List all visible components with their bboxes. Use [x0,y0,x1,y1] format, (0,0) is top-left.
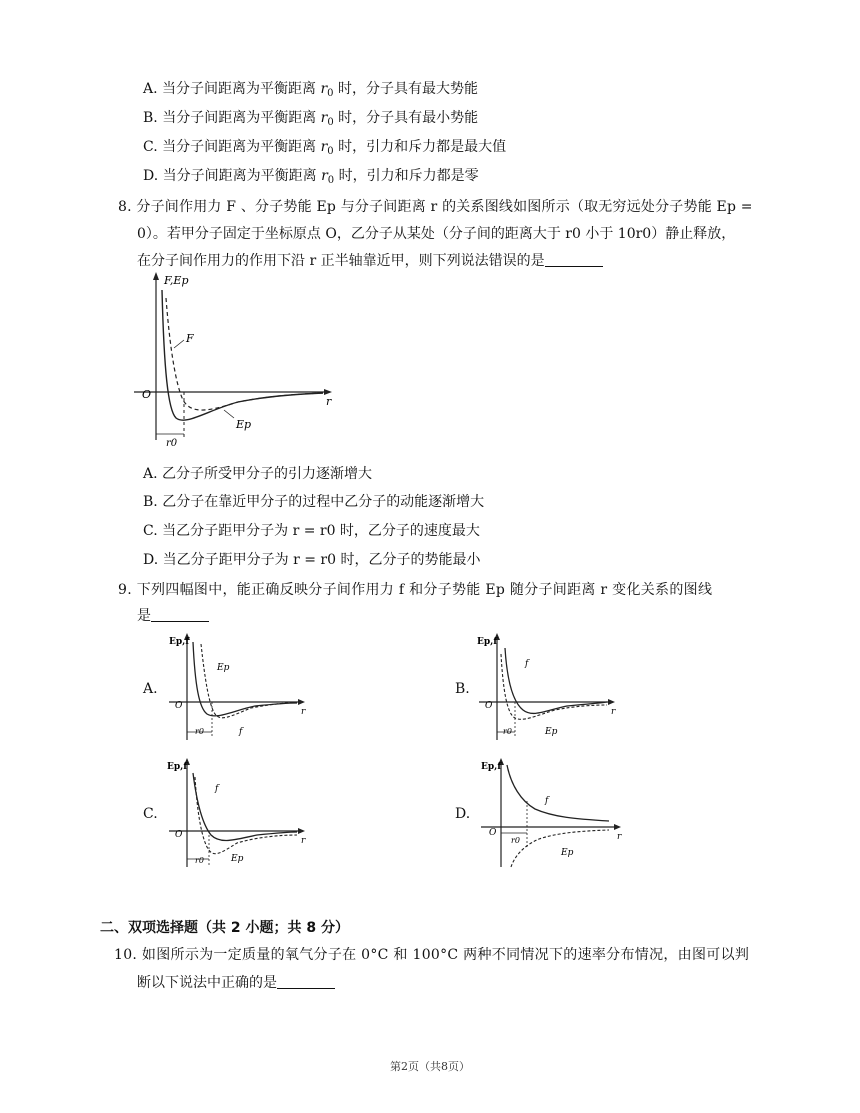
q9d-f-curve [507,765,609,821]
q9c-r0-label: r0 [195,856,204,865]
q9d-ep-curve [511,830,609,867]
q9-label-a: A. [143,681,158,697]
q9d-ep-label: Ep [561,848,574,858]
q8-stem-line2: 0）。若甲分子固定于坐标原点 O，乙分子从某处（分子间的距离大于 r0 小于 10r0）静止释放， [137,226,736,242]
q7-option-d: D. 当分子间距离为平衡距离 $r_0$ 时，引力和斥力都是零 [143,168,479,186]
y-axis-arrow [153,272,159,280]
q9b-f-curve [505,648,607,713]
q9a-f-curve [193,642,297,716]
q8-r0-label: r0 [166,438,178,449]
q9d-f-label: f [545,796,549,806]
page-footer: 第2页（共8页） [390,1060,470,1073]
q9-label-d: D. [455,806,471,822]
q9b-f-label: f [525,659,529,669]
q9d-x-label: r [617,832,622,842]
f-curve [166,298,323,410]
q9b-r0-label: r0 [503,727,512,736]
q9d-origin-label: O [489,828,497,838]
q9-graph-d [475,755,625,870]
q9-stem-line2: 是 [137,606,209,626]
q9c-ep-label: Ep [231,854,244,864]
q9b-origin-label: O [485,701,493,711]
q9a-f-label: f [239,727,243,737]
q9d-r0-label: r0 [511,836,520,845]
q8-graph [128,270,338,450]
q8-x-axis-label: r [326,395,332,408]
q9a-x-label: r [301,707,306,717]
q10-stem-line1: 10. 如图所示为一定质量的氧气分子在 0°C 和 100°C 两种不同情况下的速率分布情况，由图可以判 [114,947,750,963]
q7-option-b: B. 当分子间距离为平衡距离 $r_0$ 时，分子具有最小势能 [143,110,479,128]
q9b-y-label: Ep,f [477,637,498,647]
q9a-r0-label: r0 [195,727,204,736]
q8-option-c: C. 当乙分子距甲分子为 r = r0 时，乙分子的速度最大 [143,523,480,539]
q9b-x-label: r [611,707,616,717]
q9a-ep-label: Ep [217,663,230,673]
q8-f-label: F [186,332,194,345]
q9a-ep-curve [201,644,297,718]
answer-blank [277,974,335,989]
q10-stem-line2: 断以下说法中正确的是 [137,973,335,993]
q9-label-c: C. [143,806,158,822]
q9c-x-label: r [301,836,306,846]
q7-option-c: C. 当分子间距离为平衡距离 $r_0$ 时，引力和斥力都是最大值 [143,139,507,157]
q9a-origin-label: O [175,701,183,711]
q9c-origin-label: O [175,830,183,840]
answer-blank [545,252,603,267]
q8-stem-line1: 8. 分子间作用力 F 、分子势能 Ep 与分子间距离 r 的关系图线如图所示（取无穷远处分子势能 Ep = [118,199,753,215]
q9-label-b: B. [455,681,470,697]
q9b-ep-label: Ep [545,727,558,737]
q9-graph-c [165,755,310,870]
q8-option-b: B. 乙分子在靠近甲分子的过程中乙分子的动能逐渐增大 [143,494,485,510]
q9c-f-label: f [215,784,219,794]
section-2-heading: 二、双项选择题（共 2 小题；共 8 分） [100,920,349,936]
answer-blank [151,607,209,622]
q8-y-axis-label: F,Ep [164,274,189,287]
q7-option-a: A. 当分子间距离为平衡距离 $r_0$ 时，分子具有最大势能 [143,81,478,99]
q9-graph-b [475,630,620,742]
q8-option-a: A. 乙分子所受甲分子的引力逐渐增大 [143,466,373,482]
q8-option-d: D. 当乙分子距甲分子为 r = r0 时，乙分子的势能最小 [143,552,481,568]
q9d-y-label: Ep,f [481,762,502,772]
q9c-f-curve [193,773,297,840]
q9-graph-a [165,630,310,742]
q9c-y-label: Ep,f [167,762,188,772]
q8-ep-label: Ep [236,418,252,431]
q9c-ep-curve [195,777,297,854]
q9-stem-line1: 9. 下列四幅图中，能正确反映分子间作用力 f 和分子势能 Ep 随分子间距离 r 变化关系的图线 [118,582,713,598]
q9a-y-label: Ep,f [169,637,190,647]
q8-stem-line3: 在分子间作用力的作用下沿 r 正半轴靠近甲，则下列说法错误的是 [137,251,603,271]
q8-origin-label: O [142,388,152,401]
